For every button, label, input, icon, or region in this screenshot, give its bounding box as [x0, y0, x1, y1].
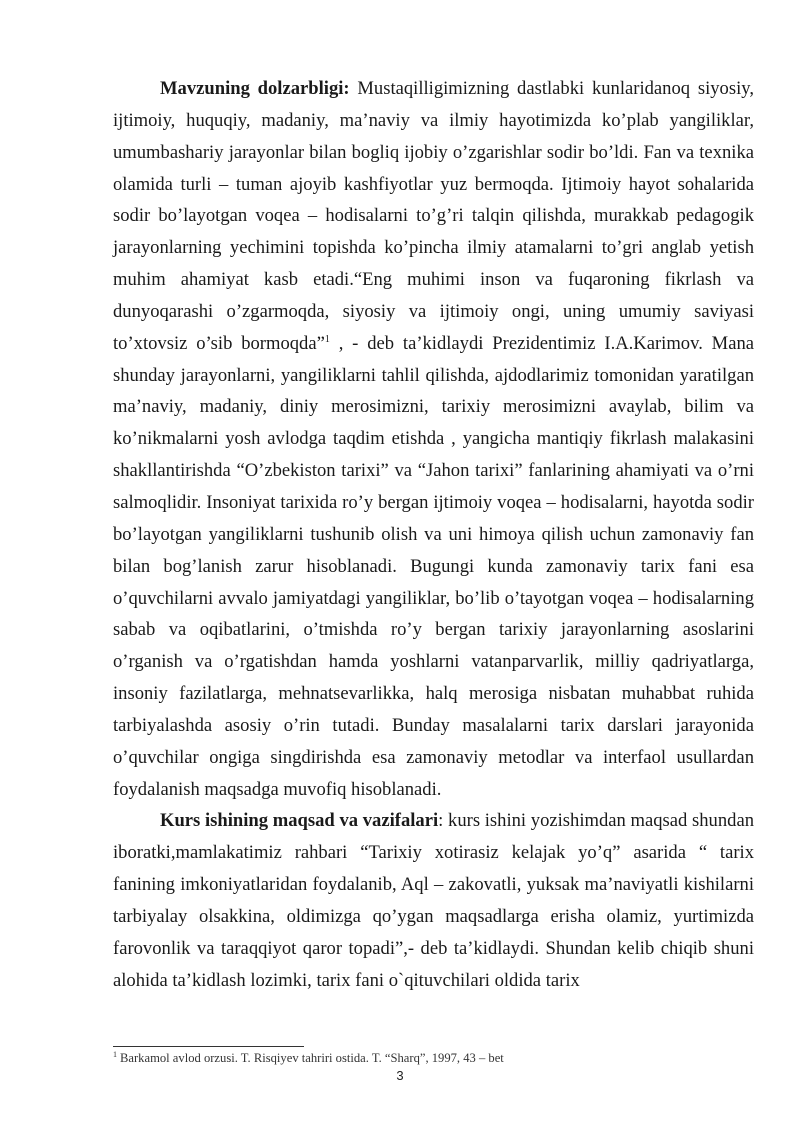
body-text: [113, 73, 754, 996]
footnote-number: 1: [113, 1049, 117, 1059]
paragraph-goals: [113, 805, 754, 996]
footnote-text: Barkamol avlod orzusi. T. Risqiyev tahriri ostida. T. “Sharq”, 1997, 43 – bet: [120, 1051, 504, 1065]
paragraph-text: Mustaqilligimizning dastlabki kunlaridanoq siyosiy, ijtimoiy, huquqiy, madaniy, ma’naviy va ilmiy hayotimizda ko’plab yangiliklar, umumbashariy jarayonlar bilan bogliq ijobiy o’zgarishlar sodir bo’ldi. Fan va texnika olamida turli – tuman ajoyib kashfiyotlar yuz bermoqda. Ijtimoiy hayot sohalarida sodir bo’layotgan voqea – hodisalarni to’g’ri talqin qilishda, murakkab pedagogik jarayonlarning yechimini topishda ko’pincha ilmiy atamalarni to’gri anglab yetish muhim ahamiyat kasb etadi.“Eng muhimi inson va fuqaroning fikrlash va dunyoqarashi o’zgarmoqda, siyosiy va ijtimoiy ongi, uning umumiy saviyasi to’xtovsiz o’sib bormoqda”: [113, 78, 754, 354]
section-heading-goals: Kurs ishining maqsad va vazifalari: [160, 810, 439, 832]
page-number: 3: [396, 1068, 404, 1083]
paragraph-relevance: [113, 73, 754, 805]
footnote: [113, 1050, 754, 1066]
footnote-separator: [113, 1046, 304, 1047]
footnote-reference[interactable]: 1: [324, 333, 330, 345]
paragraph-text: : kurs ishini yozishimdan maqsad shundan iboratki,mamlakatimiz rahbari “Tarixiy xotirasiz kelajak yo’q” asarida “ tarix fanining imkoniyatlaridan foydalanib, Aql – zakovatli, yuksak ma’naviyatli kishilarni tarbiyalay olsakkina, oldimizga qo’ygan maqsadlarga erisha olamiz, yurtimizda farovonlik va taraqqiyot qaror topadi”,- deb ta’kidlaydi. Shundan kelib chiqib shuni alohida ta’kidlash lozimki, tarix fani o`qituvchilari oldida tarix: [113, 810, 754, 991]
section-heading-relevance: Mavzuning dolzarbligi:: [160, 78, 350, 99]
paragraph-text-continued: , - deb ta’kidlaydi Prezidentimiz I.A.Karimov. Mana shunday jarayonlarni, yangiliklarni tahlil qilishda, ajdodlarimiz tomonidan yaratilgan ma’naviy, madaniy, diniy merosimizni, tarixiy merosimizni avaylab, bilim va ko’nikmalarni yosh avlodga taqdim etishda , yangicha mantiqiy fikrlash malakasini shakllantirishda “O’zbekiston tarixi” va “Jahon tarixi” fanlarining ahamiyati va o’rni salmoqlidir. Insoniyat tarixida ro’y bergan ijtimoiy voqea – hodisalarni, hayotda sodir bo’layotgan yangiliklarni tushunib olish va uni himoya qilish uchun zamonaviy fan bilan bog’lanish zarur hisoblanadi. Bugungi kunda zamonaviy tarix fani esa o’quvchilarni avvalo jamiyatdagi yangiliklar, bo’lib o’tayotgan voqea – hodisalarning sabab va oqibatlarini, o’tmishda ro’y bergan tarixiy jarayonlarning asoslarini o’rganish va o’rgatishdan hamda yoshlarni vatanparvarlik, milliy qadriyatlarga, insoniy fazilatlarga, mehnatsevarlikka, halq merosiga nisbatan muhabbat ruhida tarbiyalashda asosiy o’rin tutadi. Bunday masalalarni tarix darslari jarayonida o’quvchilar ongiga singdirishda esa zamonaviy metodlar va interfaol usullardan foydalanish maqsadga muvofiq hisoblanadi.: [113, 332, 755, 800]
